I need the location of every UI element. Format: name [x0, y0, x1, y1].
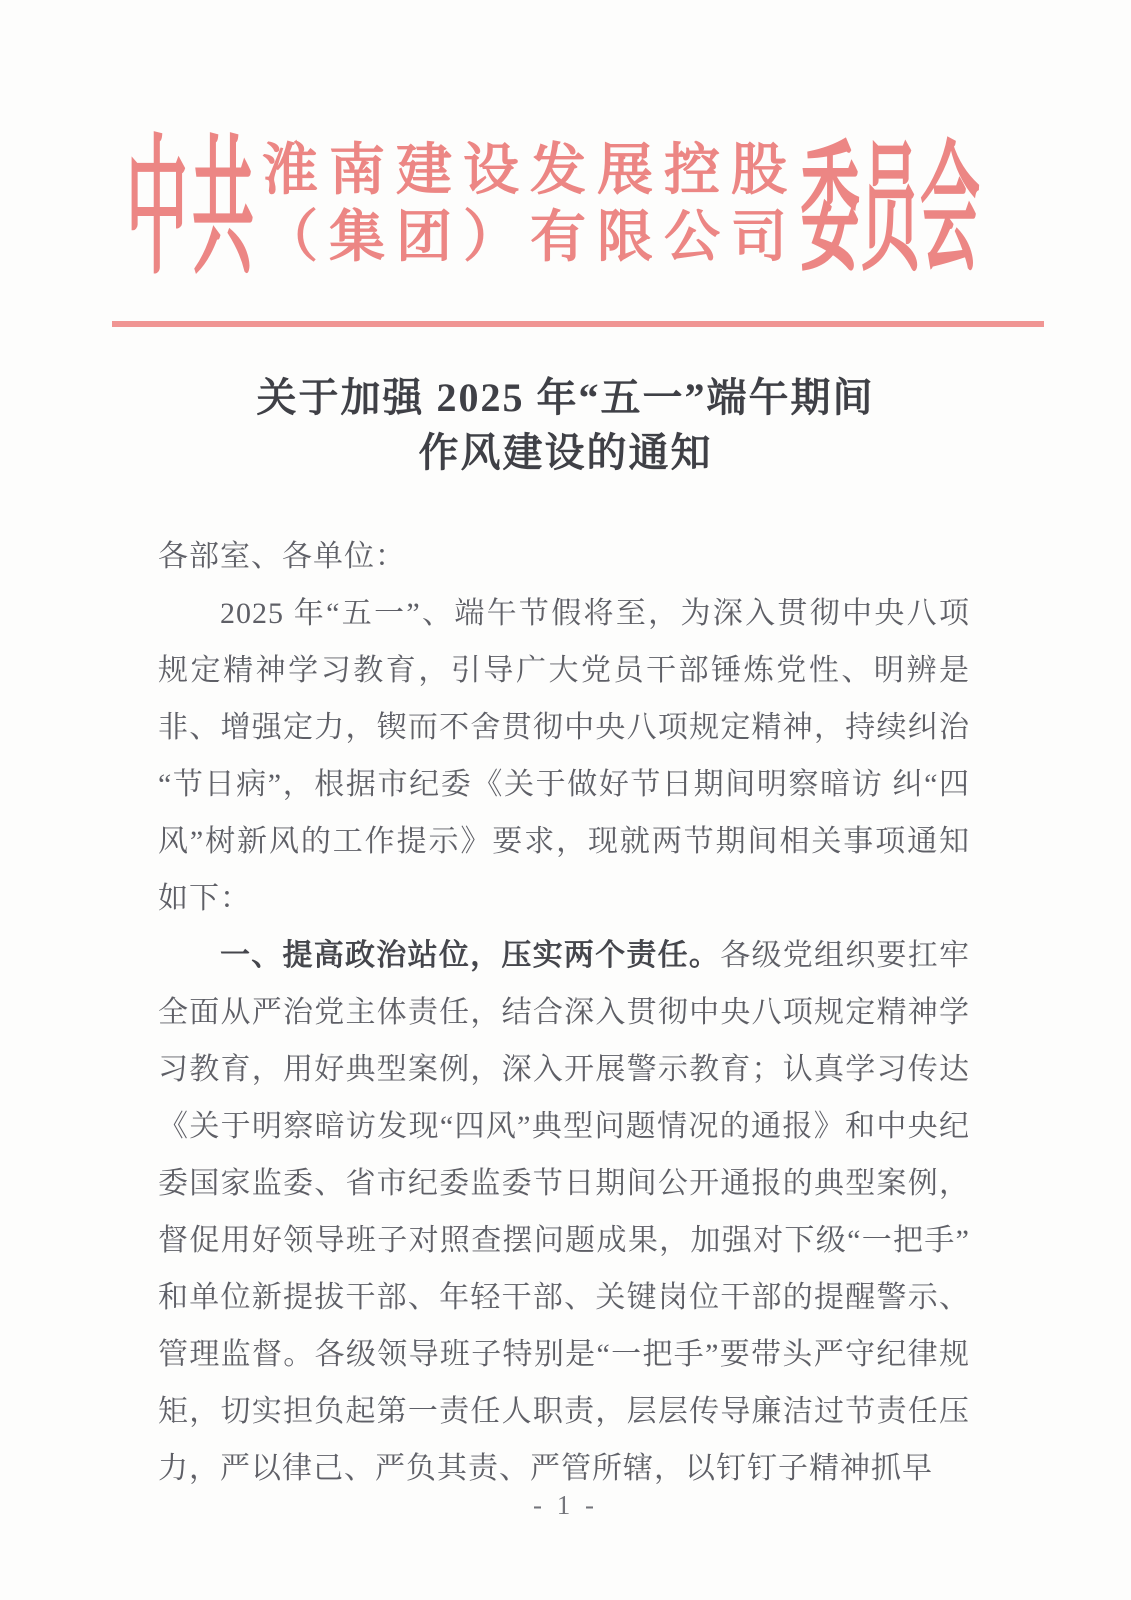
letterhead-org-name [262, 138, 807, 272]
letterhead-org-line1: 淮南建设发展控股 [262, 140, 798, 202]
section-1-text: 各级党组织要扛牢全面从严治党主体责任，结合深入贯彻中央八项规定精神学习教育，用好典型案例，深入开展警示教育；认真学习传达《关于明察暗访发现“四风”典型问题情况的通报》和中央纪委国家监委、省市纪委监委节日期间公开通报的典型案例，督促用好领导班子对照查摆问题成果，加强对下级“一把手”和单位新提拔干部、年轻干部、关键岗位干部的提醒警示、管理监督。各级领导班子特别是“一把手”要带头严守纪律规矩，切实担负起第一责任人职责，层层传导廉洁过节责任压力，严以律己、严负其责、严管所辖，以钉钉子精神抓早 [158, 939, 971, 1485]
letterhead-org-line2: （集团）有限公司 [262, 207, 798, 269]
document-title-line1: 关于加强 2025 年“五一”端午期间 [256, 375, 875, 420]
document-body [158, 528, 970, 1497]
salutation: 各部室、各单位： [158, 540, 406, 573]
opening-paragraph: 2025 年“五一”、端午节假将至，为深入贯彻中央八项规定精神学习教育，引导广大党员干部锤炼党性、明辨是非、增强定力，锲而不舍贯彻中央八项规定精神，持续纠治“节日病”，根据市纪委《关于做好节日期间明察暗访 纠“四风”树新风的工作提示》要求，现就两节期间相关事项通知如下： [158, 597, 970, 915]
section-1-heading: 一、提高政治站位，压实两个责任。 [220, 939, 721, 972]
red-separator-line [112, 321, 1044, 327]
document-title [0, 370, 1131, 480]
letterhead-committee-suffix: 委员会 [800, 132, 980, 289]
page-number: - 1 - [533, 1490, 598, 1520]
letterhead-party-prefix: 中共 [126, 128, 259, 294]
letterhead [0, 0, 1131, 310]
document-title-line2: 作风建设的通知 [418, 430, 713, 475]
section-1-paragraph [158, 927, 970, 1497]
